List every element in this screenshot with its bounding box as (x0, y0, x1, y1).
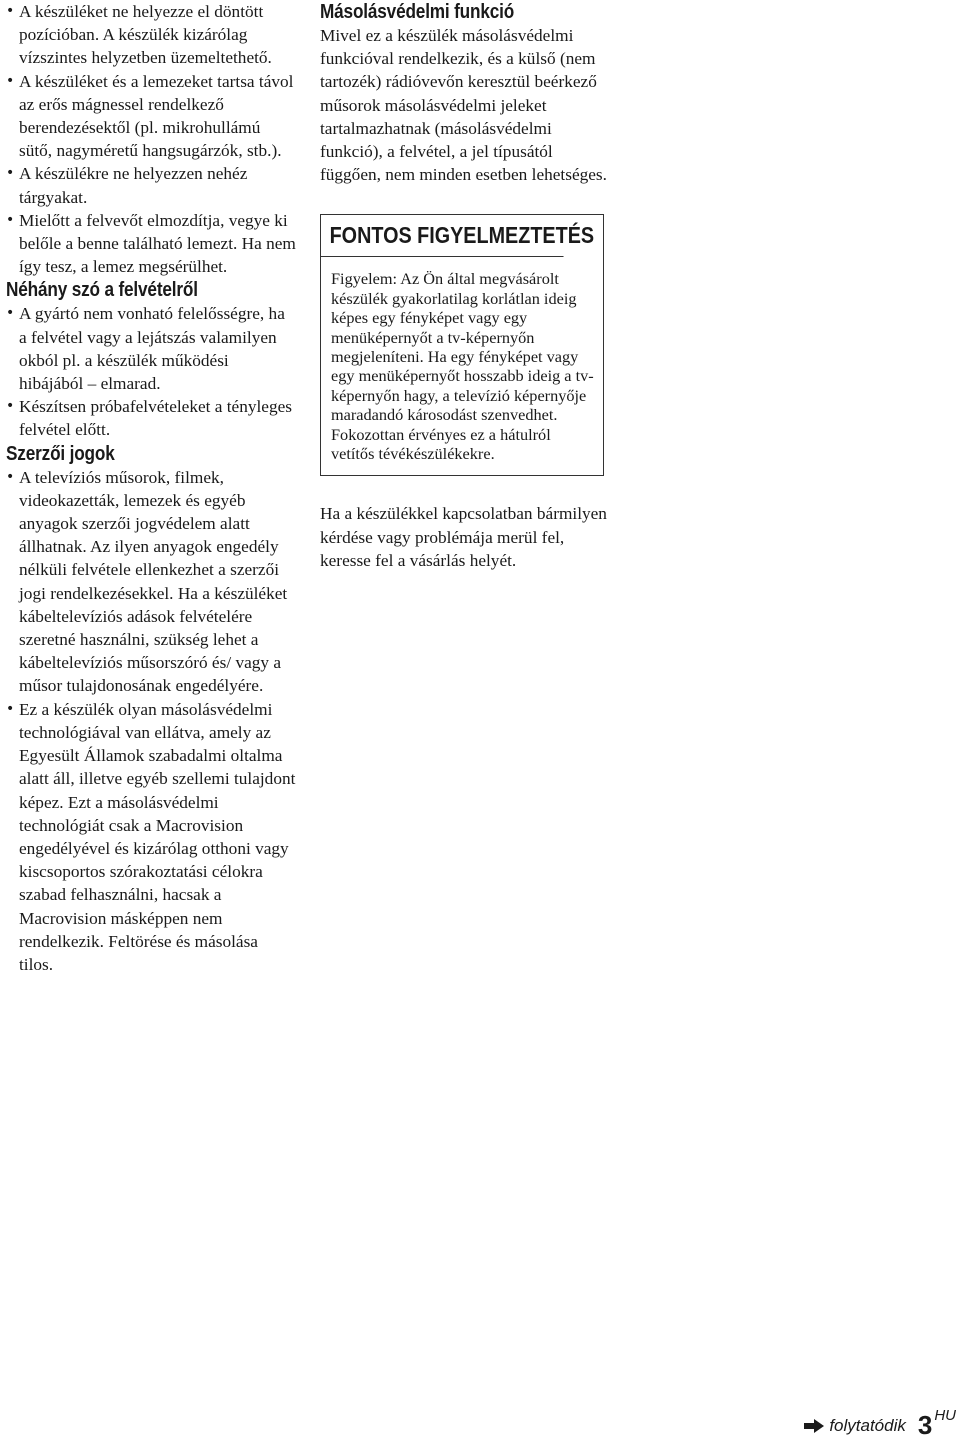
page-number: 3 (917, 1410, 933, 1440)
list-item: • A televíziós műsorok, filmek, videokazetták, lemezek és egyéb anyagok szerzői jogvédelem alatt állhatnak. Az ilyen anyagok engedély nélküli felvétele ellenkezhet a szerzői jogi rendelkezésekkel. Ha a készüléket kábeltelevíziós adások felvételére szeretné használni, szükség lehet a kábeltelevíziós műsorszóró és/ vagy a műsor tulajdonosának engedélyére. (6, 466, 296, 698)
list-item: • A készüléket és a lemezeket tartsa távol az erős mágnessel rendelkező berendezésektől (pl. mikrohullámú sütő, nagyméretű hangsugárzók, stb.). (6, 70, 296, 163)
copyright-bullet-list (6, 466, 296, 976)
copy-protection-heading: Másolásvédelmi funkció (320, 1, 515, 23)
right-column (320, 0, 610, 572)
list-item: • Mielőtt a felvevőt elmozdítja, vegye ki belőle a benne található lemezt. Ha nem így tesz, a lemez megsérülhet. (6, 209, 296, 279)
left-column (6, 0, 296, 976)
copyright-section-heading: Szerzői jogok (6, 442, 115, 465)
continue-arrow-icon (803, 1418, 825, 1434)
closing-text: Ha a készülékkel kapcsolatban bármilyen kérdése vagy problémája merül fel, keresse fel a vásárlás helyét. (320, 504, 607, 570)
copy-protection-text: Mivel ez a készülék másolásvédelmi funkcióval rendelkezik, és a külső (nem tartozék) rádióvevőn keresztül beérkező műsorok másolásvédelmi jeleket tartalmazhatnak (másolásvédelmi funkció), a felvétel, a jel típusától függően, nem minden esetben lehetséges. (320, 26, 607, 185)
list-item: • A gyártó nem vonható felelősségre, ha a felvétel vagy a lejátszás valamilyen okból pl. a készülék működési hibájából – elmarad. (6, 302, 296, 395)
list-item: • A készüléket ne helyezze el döntött pozícióban. A készülék kizárólag vízszintes helyzetben üzemeltethető. (6, 0, 296, 70)
list-item: • A készülékre ne helyezzen nehéz tárgyakat. (6, 162, 296, 208)
warning-box-text: Figyelem: Az Ön által megvásárolt készülék gyakorlatilag korlátlan ideig képes egy fényképet vagy egy menüképernyőt a tv-képernyőn megjeleníteni. Ha egy fényképet vagy egy menüképernyőt hosszabb ideig a tv-képernyőn hagy, a televízió képernyője maradandó károsodást szenvedhet. Fokozottan érvényes ez a hátulról vetítős tévékészülékekre. (331, 269, 594, 464)
recording-bullet-list (6, 302, 296, 441)
continue-label: folytatódik (829, 1416, 906, 1435)
warning-box (320, 214, 604, 476)
page-footer (803, 1407, 956, 1440)
warning-box-title: FONTOS FIGYELMEZTETÉS (321, 215, 564, 257)
recording-section-heading: Néhány szó a felvételről (6, 279, 198, 302)
intro-bullet-list (6, 0, 296, 278)
list-item: • Készítsen próbafelvételeket a tényleges felvétel előtt. (6, 395, 296, 441)
language-code: HU (934, 1407, 956, 1424)
list-item: • Ez a készülék olyan másolásvédelmi technológiával van ellátva, amely az Egyesült Államok szabadalmi oltalma alatt áll, illetve egyéb szellemi tulajdont képez. Ezt a másolásvédelmi technológiát csak a Macrovision engedélyével és kizárólag otthoni vagy kiscsoportos szórakoztatási célokra szabad felhasználni, hacsak a Macrovision másképpen nem rendelkezik. Feltörése és másolása tilos. (6, 698, 296, 976)
